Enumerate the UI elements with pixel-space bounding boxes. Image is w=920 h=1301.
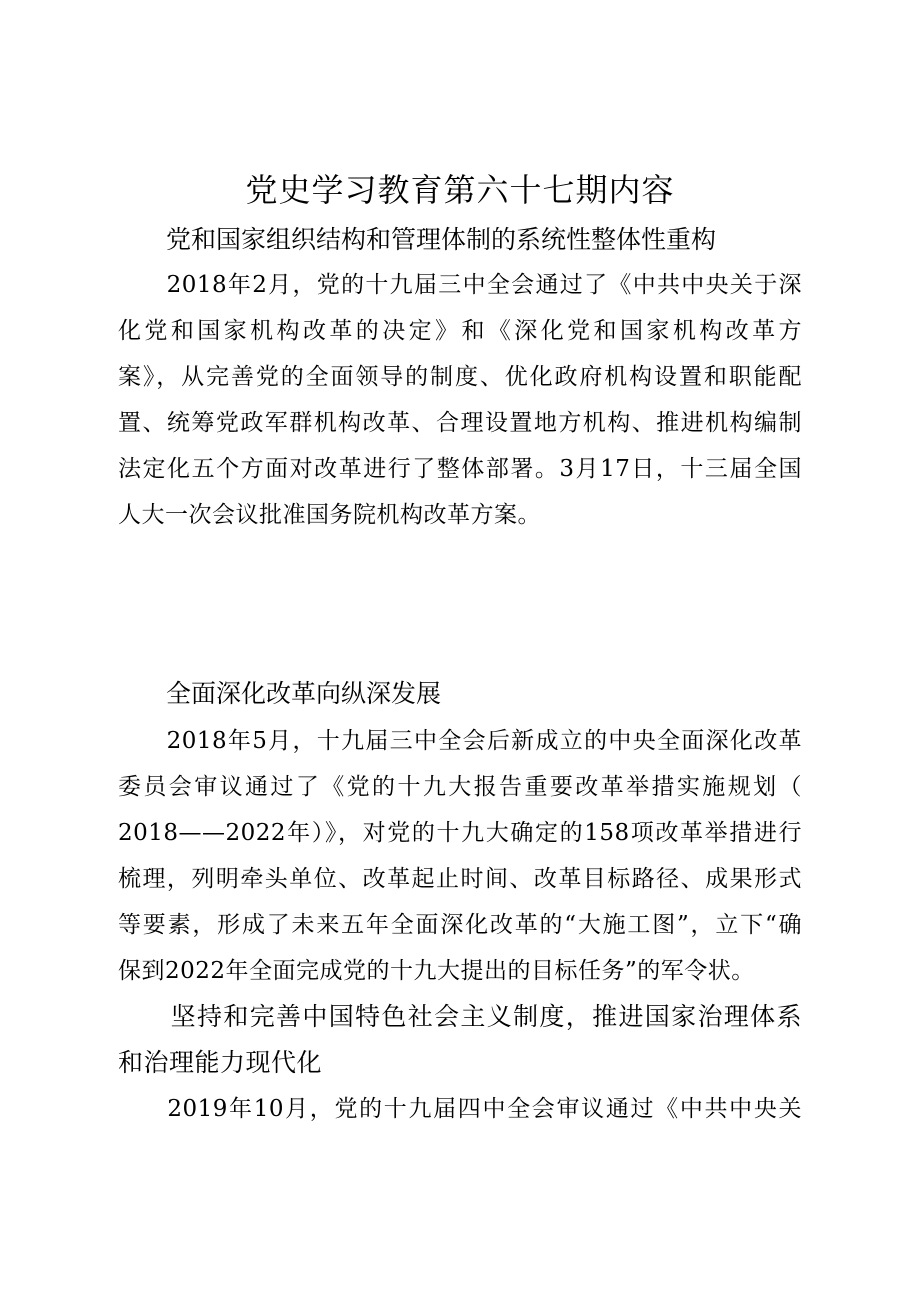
paragraph-line: 化党和国家机构改革的决定》和《深化党和国家机构改革方	[118, 318, 802, 344]
section-paragraph	[118, 718, 802, 994]
paragraph-line: 梳理，列明牵头单位、改革起止时间、改革目标路径、成果形式	[118, 866, 802, 892]
heading-line: 和治理能力现代化	[118, 1048, 323, 1077]
section-heading: 全面深化改革向纵深发展	[166, 679, 442, 708]
paragraph-line: 保到2022年全面完成党的十九大提出的目标任务”的军令状。	[118, 958, 755, 984]
heading-line: 坚持和完善中国特色社会主义制度，推进国家治理体系	[118, 1002, 802, 1031]
paragraph-line: 人大一次会议批准国务院机构改革方案。	[118, 502, 541, 528]
section-paragraph	[118, 1086, 802, 1132]
paragraph-line: 2018——2022年）》，对党的十九大确定的158项改革举措进行	[118, 820, 802, 846]
section-heading	[118, 994, 802, 1086]
paragraph-line: 2019年10月，党的十九届四中全会审议通过《中共中央关	[118, 1096, 802, 1122]
paragraph-line: 2018年5月，十九届三中全会后新成立的中央全面深化改革	[118, 728, 802, 754]
paragraph-line: 置、统筹党政军群机构改革、合理设置地方机构、推进机构编制	[118, 410, 802, 436]
section-heading: 党和国家组织结构和管理体制的系统性整体性重构	[166, 225, 717, 254]
paragraph-line: 2018年2月，党的十九届三中全会通过了《中共中央关于深	[118, 272, 802, 298]
paragraph-line: 委员会审议通过了《党的十九大报告重要改革举措实施规划（	[118, 774, 802, 800]
paragraph-line: 法定化五个方面对改革进行了整体部署。3月17日，十三届全国	[118, 456, 802, 482]
paragraph-line: 案》，从完善党的全面领导的制度、优化政府机构设置和职能配	[118, 364, 802, 390]
paragraph-line: 等要素，形成了未来五年全面深化改革的“大施工图”，立下“确	[118, 912, 802, 938]
page-title: 党史学习教育第六十七期内容	[245, 171, 675, 209]
section-paragraph	[118, 262, 802, 538]
